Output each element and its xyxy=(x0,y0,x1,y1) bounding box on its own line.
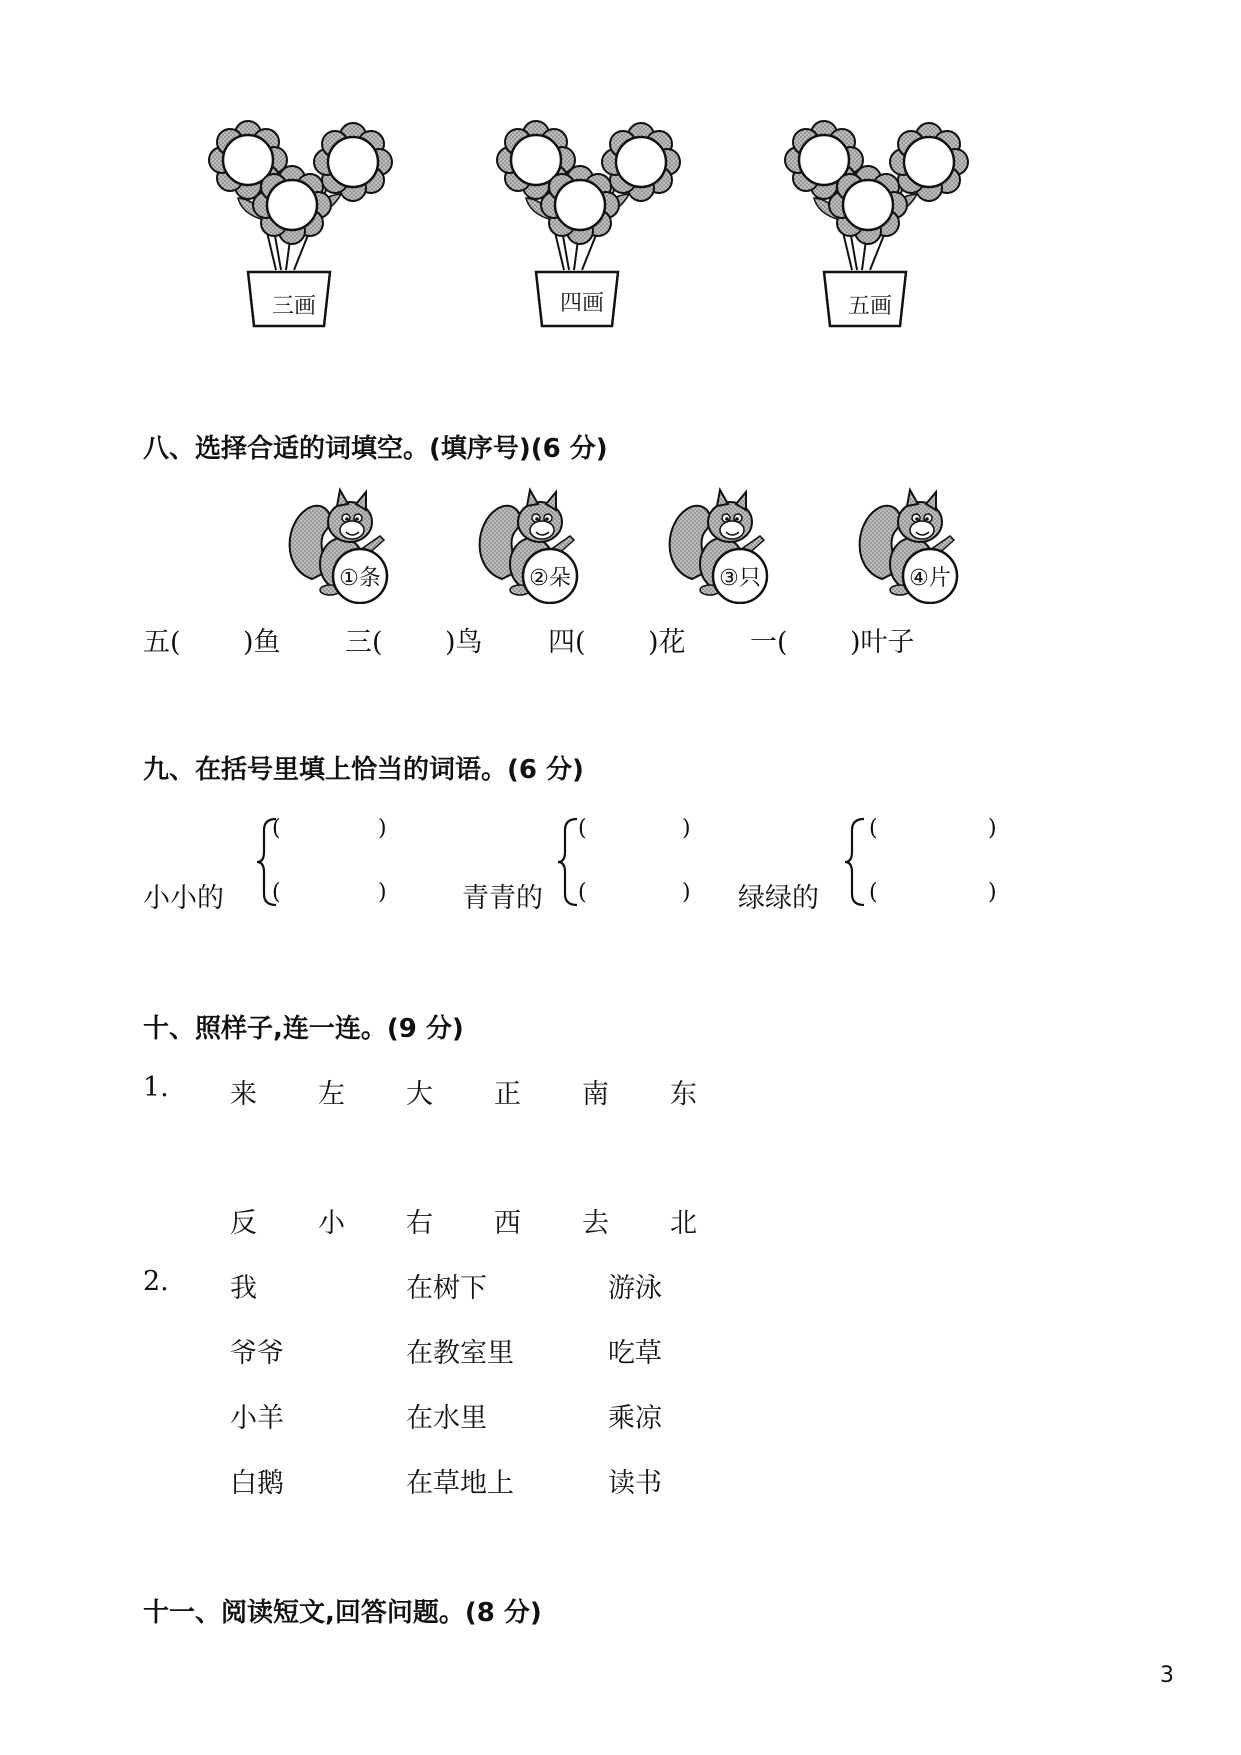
q2-who-4: 白鹅 xyxy=(230,1468,284,1499)
group-3-close-1: ) xyxy=(988,816,997,841)
q1-top-2: 左 xyxy=(318,1079,345,1110)
group-3-word: 绿绿的 xyxy=(738,883,819,914)
section9-heading: 九、在括号里填上恰当的词语。(6 分) xyxy=(143,755,584,785)
blank-4 xyxy=(750,620,915,659)
q1-top-5: 南 xyxy=(582,1079,609,1110)
q2-who-2: 爷爷 xyxy=(230,1338,284,1369)
q2-who-3: 小羊 xyxy=(230,1403,284,1434)
q2-where-3: 在水里 xyxy=(406,1403,487,1434)
squirrel-option-2 xyxy=(472,484,584,604)
group-2-word: 青青的 xyxy=(462,883,543,914)
q2-what-4: 读书 xyxy=(608,1468,662,1499)
q1-number: 1. xyxy=(143,1072,169,1103)
q2-what-1: 游泳 xyxy=(608,1273,662,1304)
blank-3-pre: 四( xyxy=(548,627,586,658)
squirrel-option-3 xyxy=(662,484,774,604)
squirrel-option-4 xyxy=(852,484,964,604)
q2-what-3: 乘凉 xyxy=(608,1403,662,1434)
q2-where-1: 在树下 xyxy=(406,1273,487,1304)
blank-3 xyxy=(548,620,686,659)
group-3-close-2: ) xyxy=(988,880,997,905)
q1-bottom-1: 反 xyxy=(230,1208,257,1239)
flower-pot-2 xyxy=(484,0,724,340)
group-3-brace xyxy=(842,816,868,908)
section11-heading: 十一、阅读短文,回答问题。(8 分) xyxy=(143,1598,542,1628)
blank-4-post: )叶子 xyxy=(850,627,915,658)
blank-1-post: )鱼 xyxy=(243,627,281,658)
blank-1 xyxy=(143,620,281,659)
option-4-label: ④片 xyxy=(909,566,951,591)
pot-label-1: 三画 xyxy=(271,294,316,319)
group-1-open-1: ( xyxy=(272,816,281,841)
blank-2 xyxy=(345,620,483,659)
q1-top-3: 大 xyxy=(406,1079,433,1110)
pot-label-2: 四画 xyxy=(559,291,604,316)
blank-3-post: )花 xyxy=(648,627,686,658)
group-1-open-2: ( xyxy=(272,880,281,905)
flower-pot-1-illustration xyxy=(196,0,436,340)
page-number: 3 xyxy=(1160,1663,1174,1688)
q2-where-4: 在草地上 xyxy=(406,1468,514,1499)
section8-heading: 八、选择合适的词填空。(填序号)(6 分) xyxy=(143,434,608,464)
group-3-open-1: ( xyxy=(869,816,878,841)
q1-bottom-2: 小 xyxy=(318,1208,345,1239)
q2-what-2: 吃草 xyxy=(608,1338,662,1369)
q1-top-6: 东 xyxy=(670,1079,697,1110)
q1-bottom-4: 西 xyxy=(494,1208,521,1239)
blank-4-pre: 一( xyxy=(750,627,788,658)
flower-pot-3-illustration xyxy=(772,0,1012,340)
q1-top-1: 来 xyxy=(230,1079,257,1110)
group-2-open-1: ( xyxy=(578,816,587,841)
option-3-label: ③只 xyxy=(719,566,761,591)
group-2-close-1: ) xyxy=(682,816,691,841)
q2-where-2: 在教室里 xyxy=(406,1338,514,1369)
group-2-close-2: ) xyxy=(682,880,691,905)
group-1-close-2: ) xyxy=(378,880,387,905)
pot-label-3: 五画 xyxy=(847,294,892,319)
blank-2-post: )鸟 xyxy=(445,627,483,658)
q2-number: 2. xyxy=(143,1266,169,1297)
q1-bottom-3: 右 xyxy=(406,1208,433,1239)
q1-top-4: 正 xyxy=(494,1079,521,1110)
flower-pot-2-illustration xyxy=(484,0,724,340)
blank-1-pre: 五( xyxy=(143,627,181,658)
option-2-label: ②朵 xyxy=(529,566,571,591)
flower-pot-1 xyxy=(196,0,436,340)
flower-pot-3 xyxy=(772,0,1012,340)
blank-2-pre: 三( xyxy=(345,627,383,658)
q1-bottom-5: 去 xyxy=(582,1208,609,1239)
group-3-open-2: ( xyxy=(869,880,878,905)
q2-who-1: 我 xyxy=(230,1273,257,1304)
group-1-close-1: ) xyxy=(378,816,387,841)
squirrel-option-1 xyxy=(282,484,394,604)
section10-heading: 十、照样子,连一连。(9 分) xyxy=(143,1014,464,1044)
q1-bottom-6: 北 xyxy=(670,1208,697,1239)
group-2-open-2: ( xyxy=(578,880,587,905)
group-1-word: 小小的 xyxy=(143,883,224,914)
option-1-label: ①条 xyxy=(339,566,381,591)
